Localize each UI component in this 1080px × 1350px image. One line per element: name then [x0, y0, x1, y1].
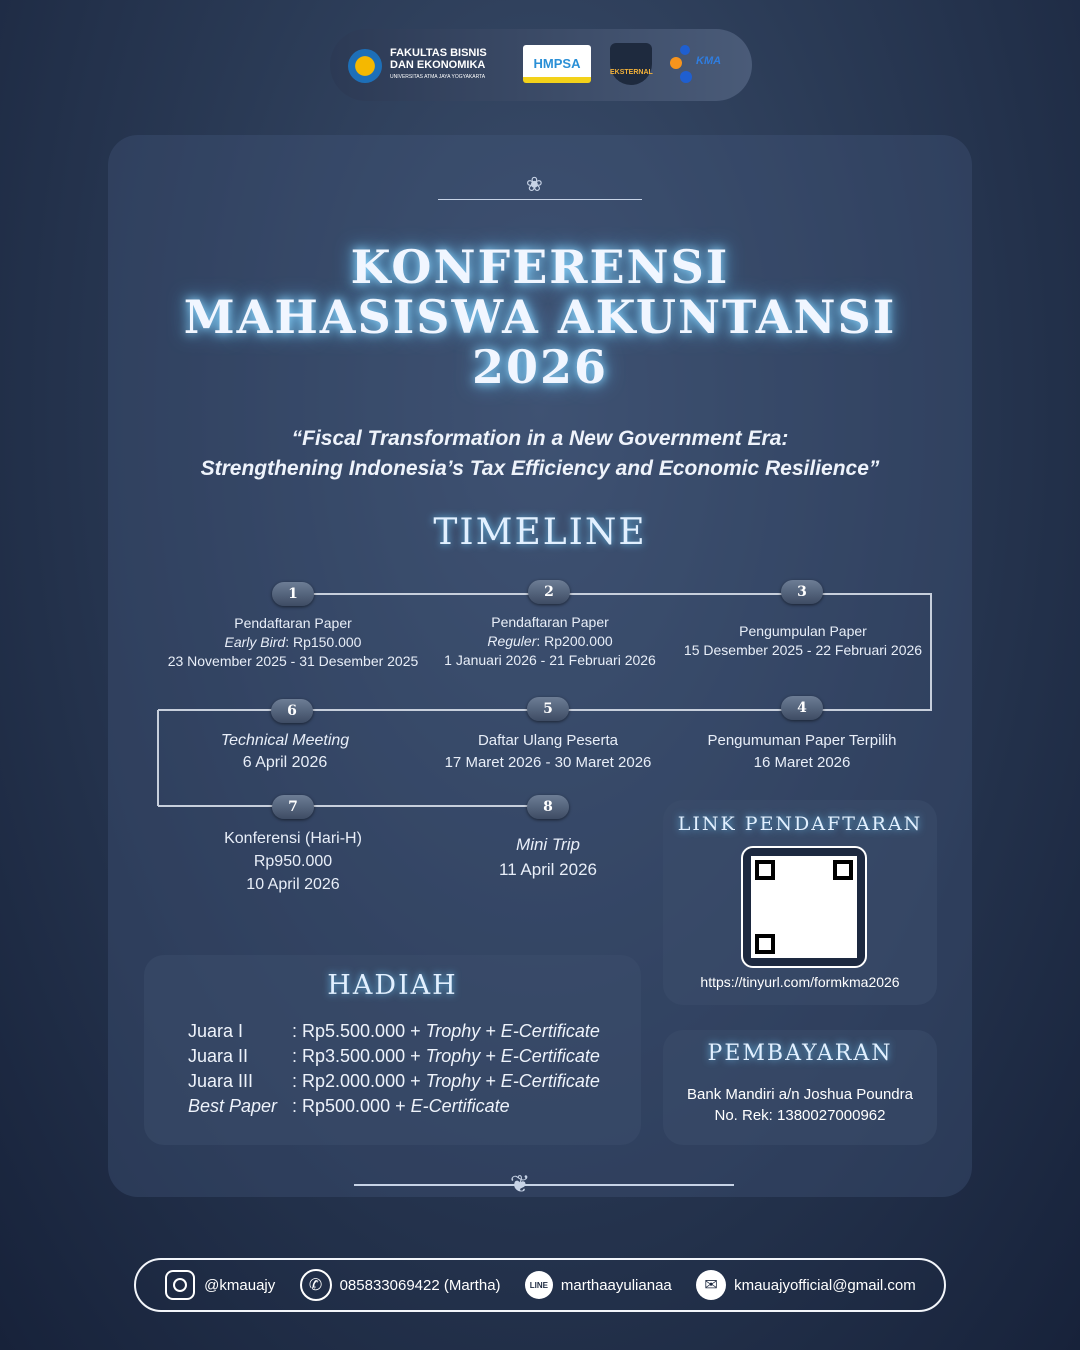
- prize-amount: : Rp500.000 +: [292, 1096, 411, 1116]
- step-8-title: Mini Trip: [516, 835, 580, 854]
- step-7-date: 10 April 2026: [246, 876, 340, 893]
- step-badge-4: 4: [781, 696, 823, 720]
- step-7-title: Konferensi (Hari-H): [224, 830, 362, 847]
- prize-row: [188, 1094, 600, 1119]
- step-badge-3: 3: [781, 580, 823, 604]
- prize-amount: : Rp5.500.000 +: [292, 1021, 426, 1041]
- hmpsa-text: HMPSA: [533, 56, 581, 71]
- step-6-title: Technical Meeting: [220, 732, 350, 749]
- contact-whatsapp[interactable]: [300, 1269, 501, 1301]
- timeline-connector: [293, 593, 931, 595]
- whatsapp-icon: ✆: [300, 1269, 332, 1301]
- email-icon: ✉: [696, 1270, 726, 1300]
- flourish-icon: ❦: [510, 1171, 531, 1198]
- step-8-date: 11 April 2026: [499, 860, 597, 879]
- prize-extra: Trophy + E-Certificate: [425, 1071, 600, 1091]
- instagram-handle: @kmauajy: [204, 1276, 276, 1294]
- prize-amount: : Rp3.500.000 +: [292, 1046, 426, 1066]
- step-2-date: 1 Januari 2026 - 21 Februari 2026: [444, 652, 656, 668]
- step-5-date: 17 Maret 2026 - 30 Maret 2026: [444, 754, 652, 771]
- line-icon-label: LINE: [529, 1280, 548, 1290]
- step-1-date: 23 November 2025 - 31 Desember 2025: [167, 653, 419, 669]
- step-1-price: : Rp150.000: [285, 634, 362, 650]
- prize-extra: Trophy + E-Certificate: [425, 1021, 600, 1041]
- step-2-label: Reguler: [487, 633, 537, 649]
- prize-row: [188, 1044, 600, 1069]
- step-1-title: Pendaftaran Paper: [234, 615, 352, 631]
- step-6-text: [145, 730, 425, 774]
- partner-logos-bar: [330, 29, 752, 101]
- prize-row: [188, 1019, 600, 1044]
- prize-amount: : Rp2.000.000 +: [292, 1071, 426, 1091]
- instagram-icon: [164, 1269, 196, 1301]
- step-3-date: 15 Desember 2025 - 22 Februari 2026: [683, 642, 923, 658]
- timeline-heading: TIMELINE: [433, 512, 647, 553]
- prize-extra: Trophy + E-Certificate: [425, 1046, 600, 1066]
- step-3-title: Pengumpulan Paper: [739, 623, 867, 639]
- prize-rank: Juara II: [188, 1046, 249, 1066]
- step-5-text: [408, 730, 688, 774]
- contact-line[interactable]: [525, 1271, 672, 1299]
- eksternal-text: EKSTERNAL: [610, 69, 653, 76]
- kma-text: KMA: [696, 55, 722, 67]
- payment-account-number: No. Rek: 1380027000962: [714, 1107, 886, 1124]
- ornament-divider-bottom: [354, 1184, 734, 1186]
- prizes-list: [188, 1019, 600, 1119]
- line-id: marthaayulianaa: [560, 1276, 672, 1294]
- title-line-1: KONFERENSI: [350, 240, 730, 294]
- prizes-heading: HADIAH: [327, 970, 458, 1001]
- step-2-text: [410, 613, 690, 670]
- email-address: kmauajyofficial@gmail.com: [734, 1276, 916, 1294]
- step-badge-6: 6: [271, 699, 313, 723]
- feb-text-2: DAN EKONOMIKA: [390, 59, 486, 71]
- registration-url[interactable]: https://tinyurl.com/formkma2026: [700, 974, 900, 990]
- step-7-text: [153, 827, 433, 896]
- eksternal-logo: [610, 43, 652, 85]
- ornament-divider-top: [438, 199, 642, 200]
- step-4-title: Pengumuman Paper Terpilih: [707, 732, 897, 749]
- step-4-text: [662, 730, 942, 774]
- step-1-label: Early Bird: [224, 634, 286, 650]
- step-badge-8: 8: [527, 795, 569, 819]
- theme-line-2: Strengthening Indonesia’s Tax Efficiency and Economic Resilience”: [200, 457, 880, 480]
- step-2-title: Pendaftaran Paper: [491, 614, 609, 630]
- step-badge-5: 5: [527, 697, 569, 721]
- title-line-2: MAHASISWA AKUNTANSI: [183, 290, 897, 344]
- prize-row: [188, 1069, 600, 1094]
- step-8-text: [408, 832, 688, 882]
- feb-text-1: FAKULTAS BISNIS: [390, 47, 487, 59]
- step-badge-2: 2: [528, 580, 570, 604]
- step-1-text: [153, 614, 433, 671]
- contact-bar: [134, 1258, 946, 1312]
- step-badge-7: 7: [272, 795, 314, 819]
- kma-logo: [670, 43, 730, 85]
- step-7-price: Rp950.000: [253, 853, 333, 870]
- prize-rank: Juara I: [188, 1021, 244, 1041]
- step-badge-1: 1: [272, 582, 314, 606]
- feb-text-3: UNIVERSITAS ATMA JAYA YOGYAKARTA: [390, 74, 486, 80]
- feb-uajy-logo: [348, 49, 382, 83]
- lotus-icon: ❀: [526, 174, 543, 196]
- step-2-price: : Rp200.000: [536, 633, 613, 649]
- prize-rank: Best Paper: [188, 1096, 278, 1116]
- step-5-title: Daftar Ulang Peserta: [477, 732, 619, 749]
- registration-qr-code[interactable]: [741, 846, 867, 968]
- contact-email[interactable]: [696, 1270, 916, 1300]
- timeline-connector: [158, 805, 548, 807]
- step-6-date: 6 April 2026: [242, 754, 328, 771]
- payment-heading: PEMBAYARAN: [707, 1041, 893, 1066]
- registration-heading: LINK PENDAFTARAN: [677, 813, 923, 835]
- prize-extra: E-Certificate: [410, 1096, 510, 1116]
- theme-line-1: “Fiscal Transformation in a New Government Era:: [291, 427, 789, 450]
- title-year: 2026: [471, 340, 609, 394]
- contact-instagram[interactable]: [164, 1269, 275, 1301]
- step-3-text: [658, 622, 948, 660]
- prize-rank: Juara III: [188, 1071, 254, 1091]
- payment-bank: Bank Mandiri a/n Joshua Poundra: [687, 1086, 913, 1103]
- feb-logo-text: [390, 47, 487, 83]
- hmpsa-logo: [523, 45, 591, 83]
- step-4-date: 16 Maret 2026: [753, 754, 851, 771]
- line-icon: [525, 1271, 553, 1299]
- payment-details: [663, 1084, 937, 1126]
- whatsapp-number: 085833069422 (Martha): [339, 1276, 501, 1294]
